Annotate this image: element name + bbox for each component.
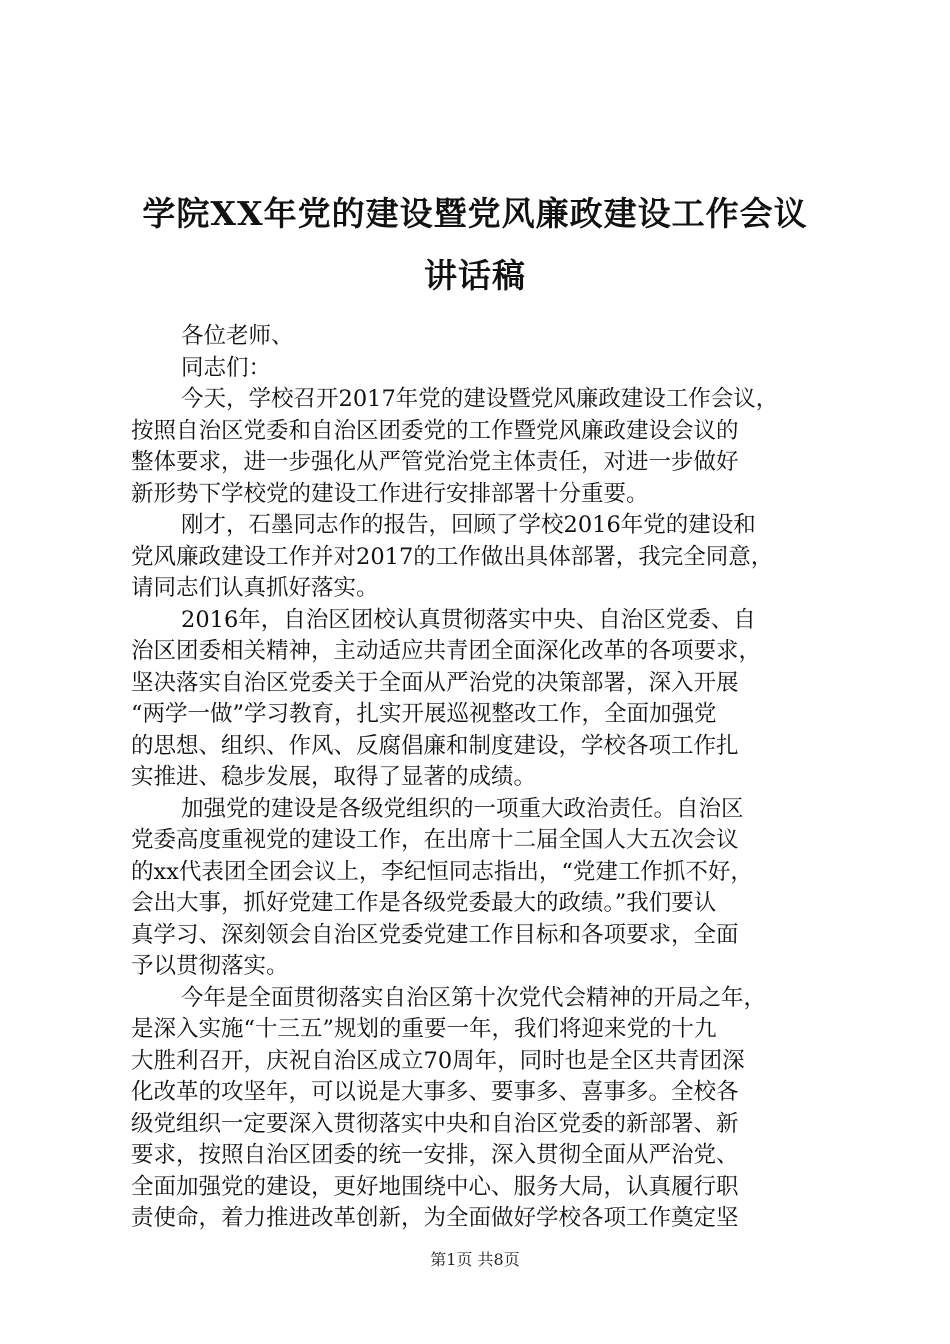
body-line: 按照自治区党委和自治区团委党的工作暨党风廉政建设会议的 [131,417,739,444]
body-line: 党风廉政建设工作并对2017的工作做出具体部署，我完全同意， [131,543,774,570]
body-line: 党委高度重视党的建设工作，在出席十二届全国人大五次会议 [131,827,739,853]
body-line: 各位老师、 [181,323,294,349]
body-line: 实推进、稳步发展，取得了显著的成绩。 [131,764,537,790]
body-line: 全面加强党的建设，更好地围绕中心、服务大局，认真履行职 [131,1173,739,1200]
body-line: “两学一做”学习教育，扎实开展巡视整改工作，全面加强党 [131,701,717,727]
body-line: 真学习、深刻领会自治区党委党建工作目标和各项要求，全面 [131,921,739,948]
body-line: 是深入实施“十三五”规划的重要一年，我们将迎来党的十九 [131,1016,717,1042]
body-line: 今天，学校召开2017年党的建设暨党风廉政建设工作会议， [181,386,779,412]
body-line: 加强党的建设是各级党组织的一项重大政治责任。自治区 [181,795,744,822]
document-title-line-1: 学院XX年党的建设暨党风廉政建设工作会议 [142,194,808,233]
body-line: 的思想、组织、作风、反腐倡廉和制度建设，学校各项工作扎 [131,732,739,759]
body-line: 2016年，自治区团校认真贯彻落实中央、自治区党委、自 [181,606,756,633]
body-line: 坚决落实自治区党委关于全面从严治党的决策部署，深入开展 [131,669,739,696]
page-footer: 第1页 共8页 [430,1250,520,1269]
body-line: 的xx代表团全团会议上，李纪恒同志指出，“党建工作抓不好， [131,858,753,885]
body-line: 请同志们认真抓好落实。 [131,575,379,601]
body-line: 责使命，着力推进改革创新，为全面做好学校各项工作奠定坚 [131,1205,739,1231]
body-line: 级党组织一定要深入贯彻落实中央和自治区党委的新部署、新 [131,1110,739,1137]
body-line: 化改革的攻坚年，可以说是大事多、要事多、喜事多。全校各 [131,1079,739,1105]
body-line: 今年是全面贯彻落实自治区第十次党代会精神的开局之年， [181,984,767,1011]
document-title-line-2: 讲话稿 [424,256,526,295]
body-line: 大胜利召开，庆祝自治区成立70周年，同时也是全区共青团深 [131,1047,745,1074]
body-line: 予以贯彻落实。 [131,953,289,979]
body-line: 治区团委相关精神，主动适应共青团全面深化改革的各项要求， [131,638,762,664]
body-line: 会出大事，抓好党建工作是各级党委最大的政绩。”我们要认 [131,890,717,916]
document-body [131,321,831,1235]
body-line: 刚才，石墨同志作的报告，回顾了学校2016年党的建设和 [181,512,756,538]
body-line: 新形势下学校党的建设工作进行安排部署十分重要。 [131,480,649,507]
body-line: 同志们： [181,354,272,381]
body-line: 要求，按照自治区团委的统一安排，深入贯彻全面从严治党、 [131,1142,739,1168]
body-line: 整体要求，进一步强化从严管党治党主体责任，对进一步做好 [131,449,739,475]
